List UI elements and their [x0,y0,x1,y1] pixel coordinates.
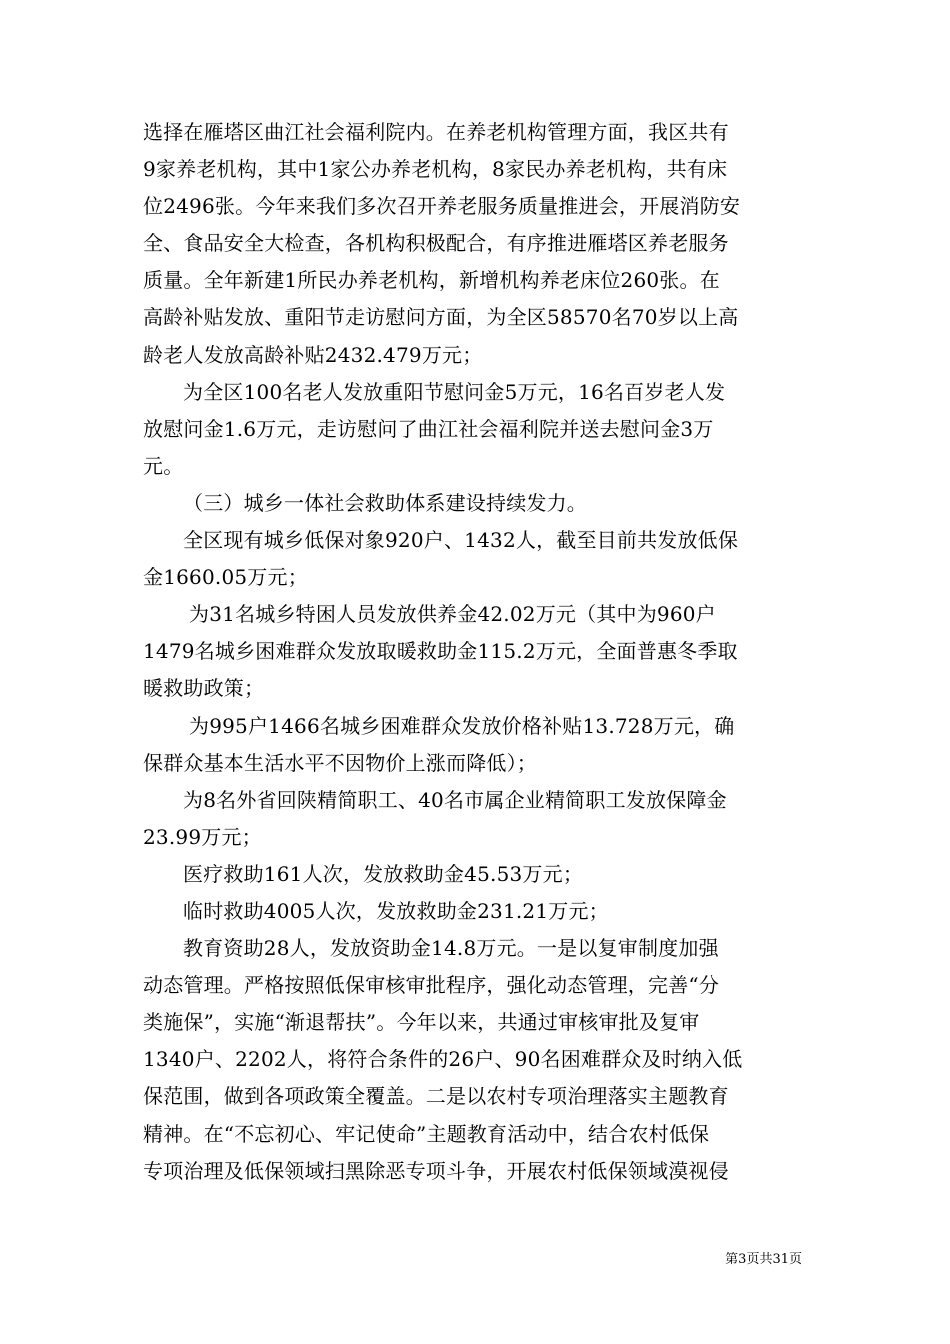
text-line: 医疗救助161人次，发放救助金45.53万元； [183,861,584,886]
text-line: 暖救助政策； [143,676,265,701]
text-line: 金1660.05万元； [143,565,308,590]
text-line: 为全区100名老人发放重阳节慰问金5万元，16名百岁老人发 [183,379,726,404]
text-line: 选择在雁塔区曲江社会福利院内。在养老机构管理方面，我区共有 [143,120,729,144]
text-line: 1340户、2202人，将符合条件的26户、90名困难群众及时纳入低 [143,1047,743,1072]
text-line: 教育资助28人，发放资助金14.8万元。一是以复审制度加强 [183,936,719,961]
text-line: 龄老人发放高龄补贴2432.479万元； [143,342,483,367]
text-line: 保群众基本生活水平不因物价上涨而降低）； [143,750,537,775]
text-line: 为31名城乡特困人员发放供养金42.02万元（其中为960户 [189,602,716,627]
text-line: 23.99万元； [143,824,262,849]
text-line: 放慰问金1.6万元，走访慰问了曲江社会福利院并送去慰问金3万 [143,416,714,441]
text-line: 保范围，做到各项政策全覆盖。二是以农村专项治理落实主题教育 [143,1084,729,1109]
text-line: 9家养老机构，其中1家公办养老机构，8家民办养老机构，共有床 [143,157,728,182]
text-line: 为995户1466名城乡困难群众发放价格补贴13.728万元，确 [189,713,735,738]
text-line: 元。 [143,453,184,478]
text-line: 全区现有城乡低保对象920户、1432人，截至目前共发放低保 [183,528,739,553]
text-line: 高龄补贴发放、重阳节走访慰问方面，为全区58570名70岁以上高 [143,305,739,330]
text-line: 精神。在“不忘初心、牢记使命”主题教育活动中，结合农村低保 [143,1121,710,1146]
page-number: 第3页共31页 [725,1252,802,1267]
text-line: 动态管理。严格按照低保审核审批程序，强化动态管理，完善“分 [143,973,720,998]
text-line: 全、食品安全大检查，各机构积极配合，有序推进雁塔区养老服务 [143,231,729,256]
text-line: 位2496张。今年来我们多次召开养老服务质量推进会，开展消防安 [143,194,741,219]
document-body [143,114,811,1190]
text-line: 质量。全年新建1所民办养老机构，新增机构养老床位260张。在 [143,268,720,293]
section-heading: （三）城乡一体社会救助体系建设持续发力。 [183,490,587,515]
text-line: 类施保”，实施“渐退帮扶”。今年以来，共通过审核审批及复审 [143,1010,700,1035]
text-line: 临时救助4005人次，发放救助金231.21万元； [183,898,609,923]
text-line: 1479名城乡困难群众发放取暖救助金115.2万元，全面普惠冬季取 [143,639,738,664]
text-line: 为8名外省回陕精简职工、40名市属企业精简职工发放保障金 [183,787,727,812]
text-line: 专项治理及低保领域扫黑除恶专项斗争，开展农村低保领域漠视侵 [143,1158,729,1183]
